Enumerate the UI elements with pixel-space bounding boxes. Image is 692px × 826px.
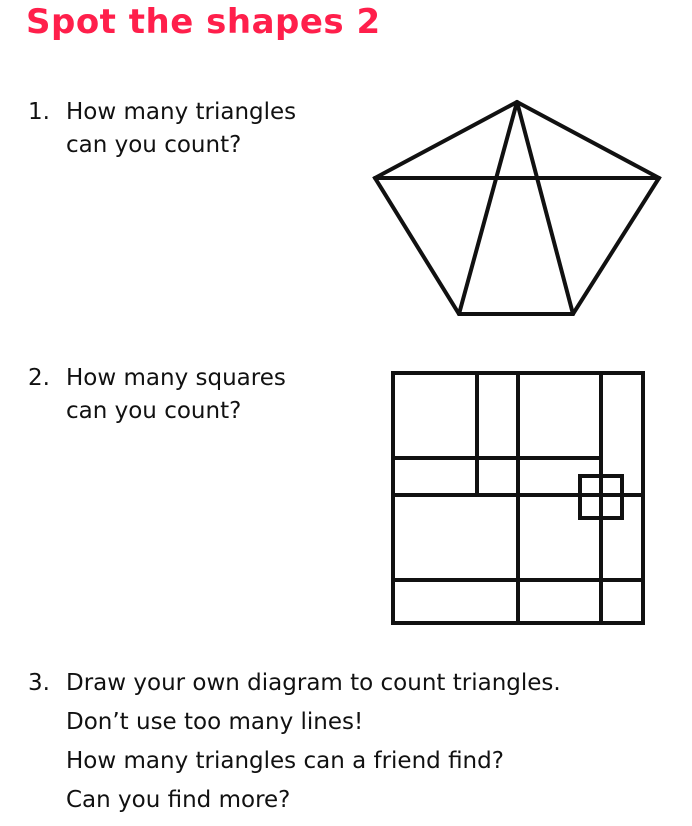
question-number: 2.	[28, 365, 50, 391]
question-2	[28, 362, 286, 428]
question-1	[28, 96, 296, 162]
question-number: 3.	[28, 670, 50, 696]
pentagon-diagonal-left	[459, 102, 517, 314]
question-line: Can you find more?	[66, 787, 291, 813]
question-line: How many triangles can a friend find?	[66, 748, 504, 774]
pentagon-triangles-diagram	[360, 90, 670, 322]
question-3	[28, 664, 561, 820]
squares-diagram	[380, 362, 655, 632]
question-line: Don’t use too many lines!	[66, 709, 364, 735]
question-line: can you count?	[66, 398, 242, 424]
question-line: How many squares	[66, 365, 286, 391]
question-line: How many triangles	[66, 99, 297, 125]
question-number: 1.	[28, 99, 50, 125]
pentagon-diagonal-right	[517, 102, 573, 314]
pentagon-outline	[375, 102, 659, 314]
page-title: Spot the shapes 2	[26, 2, 381, 42]
question-line: can you count?	[66, 132, 242, 158]
question-line: Draw your own diagram to count triangles.	[66, 670, 561, 696]
